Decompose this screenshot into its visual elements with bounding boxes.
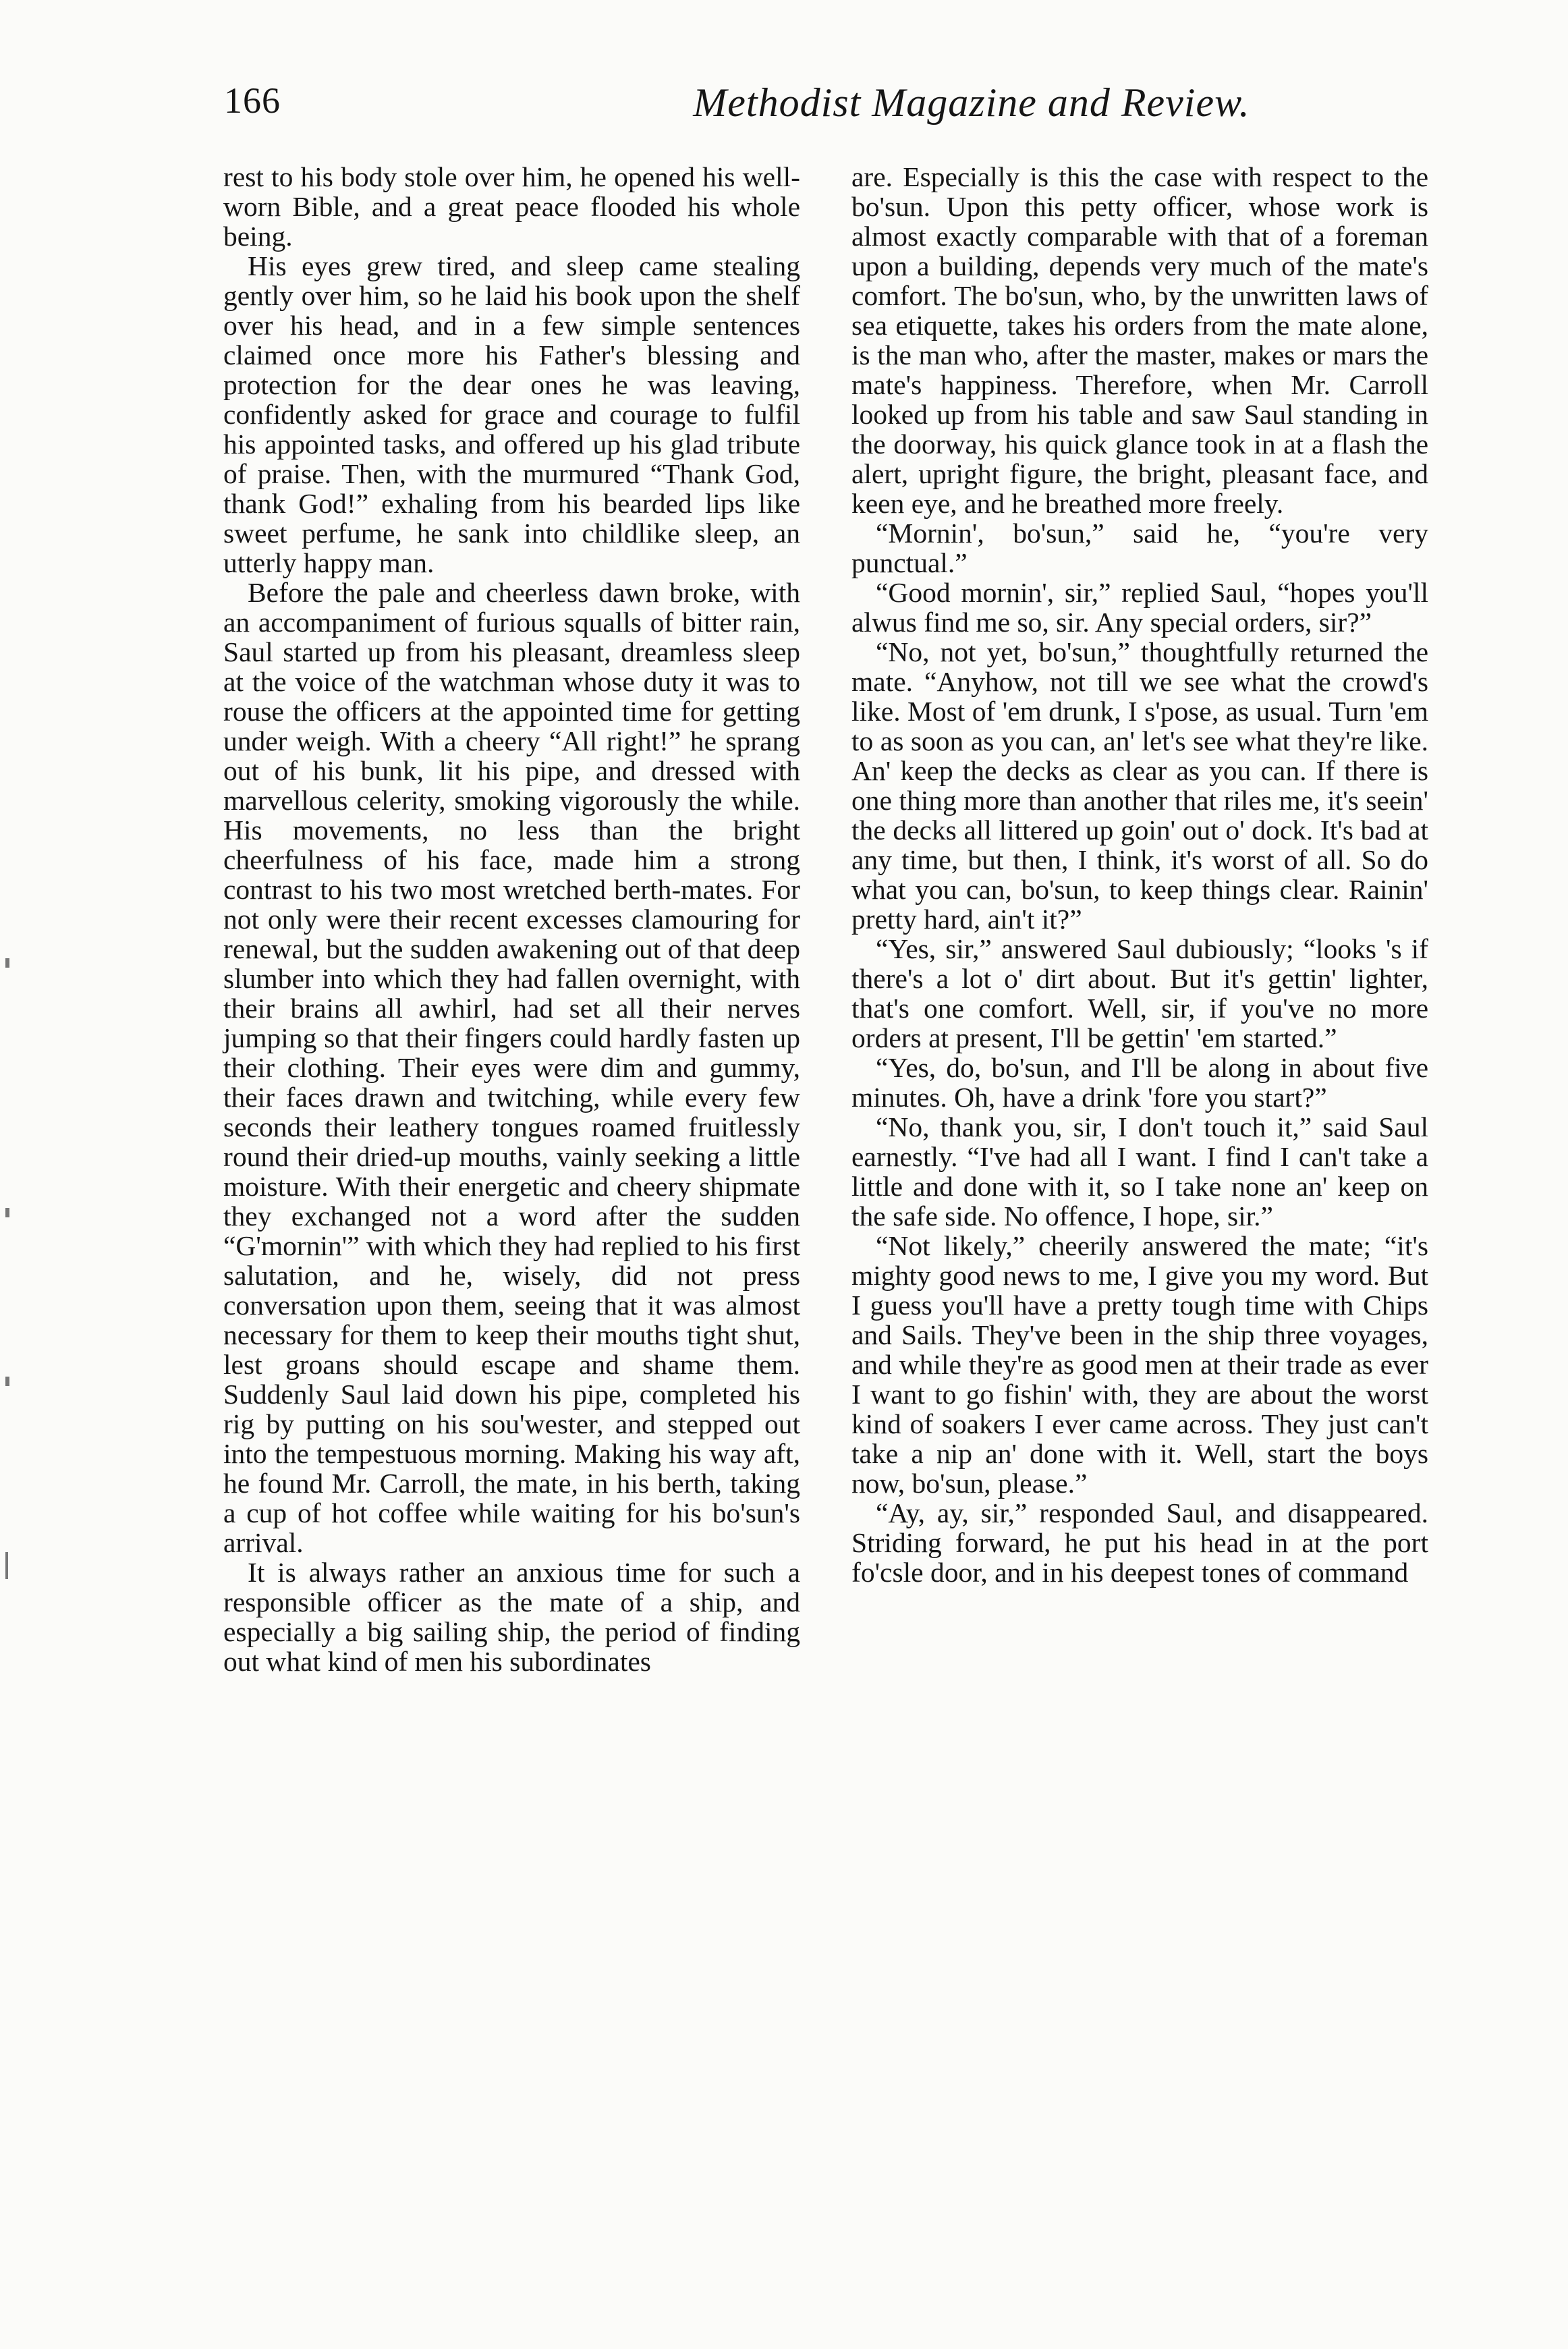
right-column: [851, 162, 1428, 1587]
paragraph: “Yes, do, bo'sun, and I'll be along in about five minutes. Oh, have a drink 'fore you start?”: [851, 1052, 1428, 1113]
margin-speck: [5, 1377, 9, 1386]
paragraph: It is always rather an anxious time for such a responsible officer as the mate of a ship, and especially a big sailing ship, the period of finding out what kind of men his subordinates: [223, 1557, 800, 1677]
page-header: [0, 80, 1568, 147]
margin-speck: [5, 1552, 8, 1579]
paragraph: “Yes, sir,” answered Saul dubiously; “looks 's if there's a lot o' dirt about. But it's gettin' lighter, that's one comfort. Well, sir, if you've no more orders at present, I'll be gettin' 'em started.”: [851, 933, 1428, 1053]
running-title: Methodist Magazine and Review.: [693, 80, 1250, 125]
paragraph: rest to his body stole over him, he opened his well-worn Bible, and a great peace flooded his whole being.: [223, 161, 800, 252]
paragraph: “Good mornin', sir,” replied Saul, “hopes you'll alwus find me so, sir. Any special orders, sir?”: [851, 577, 1428, 638]
margin-speck: [5, 958, 9, 968]
paragraph: “Ay, ay, sir,” responded Saul, and disappeared. Striding forward, he put his head in at the port fo'csle door, and in his deepest tones of command: [851, 1497, 1428, 1588]
margin-speck: [5, 1208, 9, 1217]
paragraph: “No, not yet, bo'sun,” thoughtfully returned the mate. “Anyhow, not till we see what the crowd's like. Most of 'em drunk, I s'pose, as usual. Turn 'em to as soon as you can, an' let's see what they're like. An' keep the decks as clear as you can. If there is one thing more than another that riles me, it's seein' the decks all littered up goin' out o' dock. It's bad at any time, but then, I think, it's worst of all. So do what you can, bo'sun, to keep things clear. Rainin' pretty hard, ain't it?”: [851, 636, 1428, 935]
paragraph: are. Especially is this the case with respect to the bo'sun. Upon this petty officer, whose work is almost exactly comparable with that of a foreman upon a building, depends very much of the mate's comfort. The bo'sun, who, by the unwritten laws of sea etiquette, takes his orders from the mate alone, is the man who, after the master, makes or mars the mate's happiness. Therefore, when Mr. Carroll looked up from his table and saw Saul standing in the doorway, his quick glance took in at a flash the alert, upright figure, the bright, pleasant face, and keen eye, and he breathed more freely.: [851, 161, 1428, 519]
left-column: [223, 162, 800, 1676]
page-number: 166: [224, 80, 281, 121]
paragraph: Before the pale and cheerless dawn broke, with an accompaniment of furious squalls of bitter rain, Saul started up from his pleasant, dreamless sleep at the voice of the watchman whose duty it was to rouse the officers at the appointed time for getting under weigh. With a cheery “All right!” he sprang out of his bunk, lit his pipe, and dressed with marvellous celerity, smoking vigorously the while. His movements, no less than the bright cheerfulness of his face, made him a strong contrast to his two most wretched berth-mates. For not only were their recent excesses clamouring for renewal, but the sudden awakening out of that deep slumber into which they had fallen overnight, with their brains all awhirl, had set all their nerves jumping so that their fingers could hardly fasten up their clothing. Their eyes were dim and gummy, their faces drawn and twitching, while every few seconds their leathery tongues roamed fruitlessly round their dried-up mouths, vainly seeking a little moisture. With their energetic and cheery shipmate they exchanged not a word after the sudden “G'mornin'” with which they had replied to his first salutation, and he, wisely, did not press conversation upon them, seeing that it was almost necessary for them to keep their mouths tight shut, lest groans should escape and shame them. Suddenly Saul laid down his pipe, completed his rig by putting on his sou'wester, and stepped out into the tempestuous morning. Making his way aft, he found Mr. Carroll, the mate, in his berth, taking a cup of hot coffee while waiting for his bo'sun's arrival.: [223, 577, 800, 1558]
paragraph: “Not likely,” cheerily answered the mate; “it's mighty good news to me, I give you my word. But I guess you'll have a pretty tough time with Chips and Sails. They've been in the ship three voyages, and while they're as good men at their trade as ever I want to go fishin' with, they are about the worst kind of soakers I ever came across. They just can't take a nip an' done with it. Well, start the boys now, bo'sun, please.”: [851, 1230, 1428, 1499]
paragraph: “Mornin', bo'sun,” said he, “you're very punctual.”: [851, 518, 1428, 578]
paragraph: “No, thank you, sir, I don't touch it,” said Saul earnestly. “I've had all I want. I find I can't take a little and done with it, so I take none an' keep on the safe side. No offence, I hope, sir.”: [851, 1111, 1428, 1232]
paragraph: His eyes grew tired, and sleep came stealing gently over him, so he laid his book upon the shelf over his head, and in a few simple sentences claimed once more his Father's blessing and protection for the dear ones he was leaving, confidently asked for grace and courage to fulfil his appointed tasks, and offered up his glad tribute of praise. Then, with the murmured “Thank God, thank God!” exhaling from his bearded lips like sweet perfume, he sank into childlike sleep, an utterly happy man.: [223, 250, 800, 578]
